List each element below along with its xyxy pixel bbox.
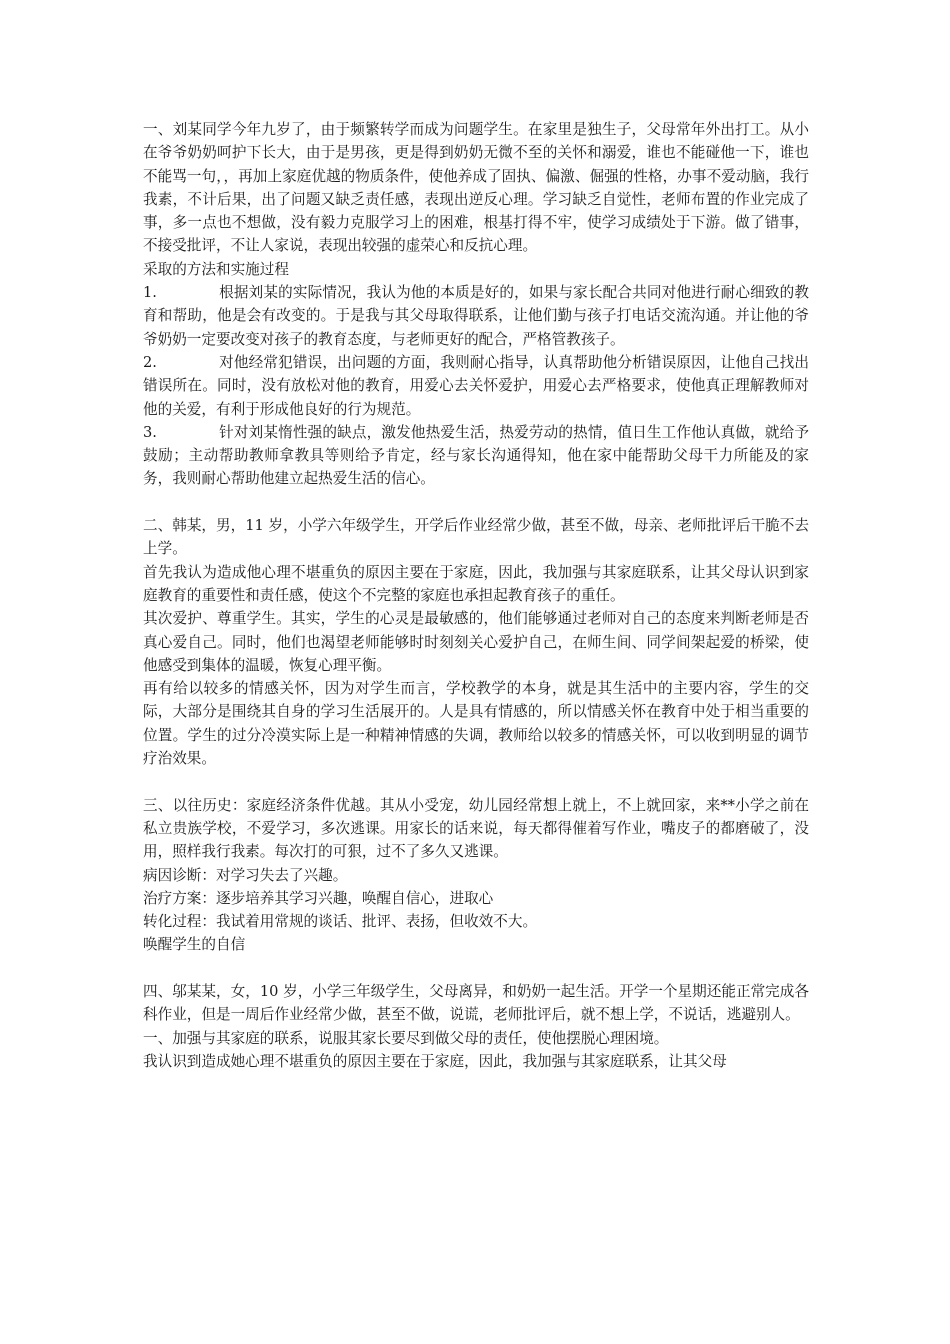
item-text: 根据刘某的实际情况，我认为他的本质是好的，如果与家长配合共同对他进行耐心细致的教育和帮助，他是会有改变的。于是我与其父母取得联系，让他们勤与孩子打电话交流沟通。并让他的爷爷奶奶一定要改变对孩子的教育态度，与老师更好的配合，严格管教孩子。 <box>143 284 809 348</box>
case-4-intro: 四、邬某某，女，10 岁，小学三年级学生，父母离异，和奶奶一起生活。开学一个星期还能正常完成各科作业，但是一周后作业经常少做，甚至不做，说谎，老师批评后，就不想上学，不说话，逃避别人。 <box>143 982 809 1024</box>
case-3-treatment: 治疗方案：逐步培养其学习兴趣，唤醒自信心，进取心 <box>143 889 494 907</box>
item-number: 1. <box>143 284 157 302</box>
item-text: 对他经常犯错误，出问题的方面，我则耐心指导，认真帮助他分析错误原因，让他自己找出错误所在。同时，没有放松对他的教育，用爱心去关怀爱护，用爱心去严格要求，使他真正理解教师对他的关爱，有利于形成他良好的行为规范。 <box>143 353 809 418</box>
case-2-paragraph: 其次爱护、尊重学生。其实，学生的心灵是最敏感的，他们能够通过老师对自己的态度来判断老师是否真心爱自己。同时，他们也渴望老师能够时时刻刻关心爱护自己，在师生间、同学间架起爱的桥梁，使他感受到集体的温暖，恢复心理平衡。 <box>143 610 809 674</box>
case-3-diagnosis: 病因诊断：对学习失去了兴趣。 <box>143 866 348 884</box>
case-1-item-1 <box>143 281 809 351</box>
case-2-paragraph: 再有给以较多的情感关怀，因为对学生而言，学校教学的本身，就是其生活中的主要内容，学生的交际，大部分是围绕其自身的学习生活展开的。人是具有情感的，所以情感关怀在教育中处于相当重要的位置。学生的过分冷漠实际上是一种精神情感的失调，教师给以较多的情感关怀，可以收到明显的调节疗治效果。 <box>143 680 809 768</box>
case-3-intro: 三、以往历史：家庭经济条件优越。其从小受宠，幼儿园经常想上就上，不上就回家，来**小学之前在私立贵族学校，不爱学习，多次逃课。用家长的话来说，每天都得催着写作业，嘴皮子的都磨破了，没用，照样我行我素。每次打的可狠，过不了多久又逃课。 <box>143 796 809 861</box>
case-4-paragraph: 我认识到造成她心理不堪重负的原因主要在于家庭，因此，我加强与其家庭联系，让其父母 <box>143 1052 727 1070</box>
case-1-intro: 一、刘某同学今年九岁了，由于频繁转学而成为问题学生。在家里是独生子，父母常年外出打工。从小在爷爷奶奶呵护下长大，由于是男孩，更是得到奶奶无微不至的关怀和溺爱，谁也不能碰他一下，谁也不能骂一句，，再加上家庭优越的物质条件，使他养成了固执、偏激、倔强的性格，办事不爱动脑，我行我素，不计后果，出了问题又缺乏责任感，表现出逆反心理。学习缺乏自觉性，老师布置的作业完成了事，多一点也不想做，没有毅力克服学习上的困难，根基打得不牢，使学习成绩处于下游。做了错事，不接受批评，不让人家说，表现出较强的虚荣心和反抗心理。 <box>143 121 809 255</box>
case-1-item-3 <box>143 421 809 491</box>
section-gap <box>143 770 809 793</box>
case-3-process: 转化过程：我试着用常规的谈话、批评、表扬，但收效不大。 <box>143 913 538 931</box>
item-number: 2. <box>143 353 157 371</box>
case-3-subheading: 唤醒学生的自信 <box>143 936 246 954</box>
section-gap <box>143 491 809 514</box>
case-2-paragraph: 首先我认为造成他心理不堪重负的原因主要在于家庭，因此，我加强与其家庭联系，让其父母认识到家庭教育的重要性和责任感，使这个不完整的家庭也承担起教育孩子的重任。 <box>143 563 809 604</box>
case-4-step-heading: 一、加强与其家庭的联系，说服其家长要尽到做父母的责任，使他摆脱心理困境。 <box>143 1029 669 1047</box>
case-2-intro: 二、韩某，男，11 岁，小学六年级学生，开学后作业经常少做，甚至不做，母亲、老师批评后干脆不去上学。 <box>143 517 809 558</box>
section-gap <box>143 957 809 980</box>
case-1-methods-heading: 采取的方法和实施过程 <box>143 260 289 278</box>
item-text: 针对刘某惰性强的缺点，激发他热爱生活，热爱劳动的热情，值日生工作他认真做，就给予鼓励；主动帮助教师拿教具等则给予肯定，经与家长沟通得知，他在家中能帮助父母干力所能及的家务，我则耐心帮助他建立起热爱生活的信心。 <box>143 423 809 488</box>
case-1-item-2 <box>143 351 809 421</box>
document-page <box>143 118 809 1073</box>
item-number: 3. <box>143 423 157 441</box>
